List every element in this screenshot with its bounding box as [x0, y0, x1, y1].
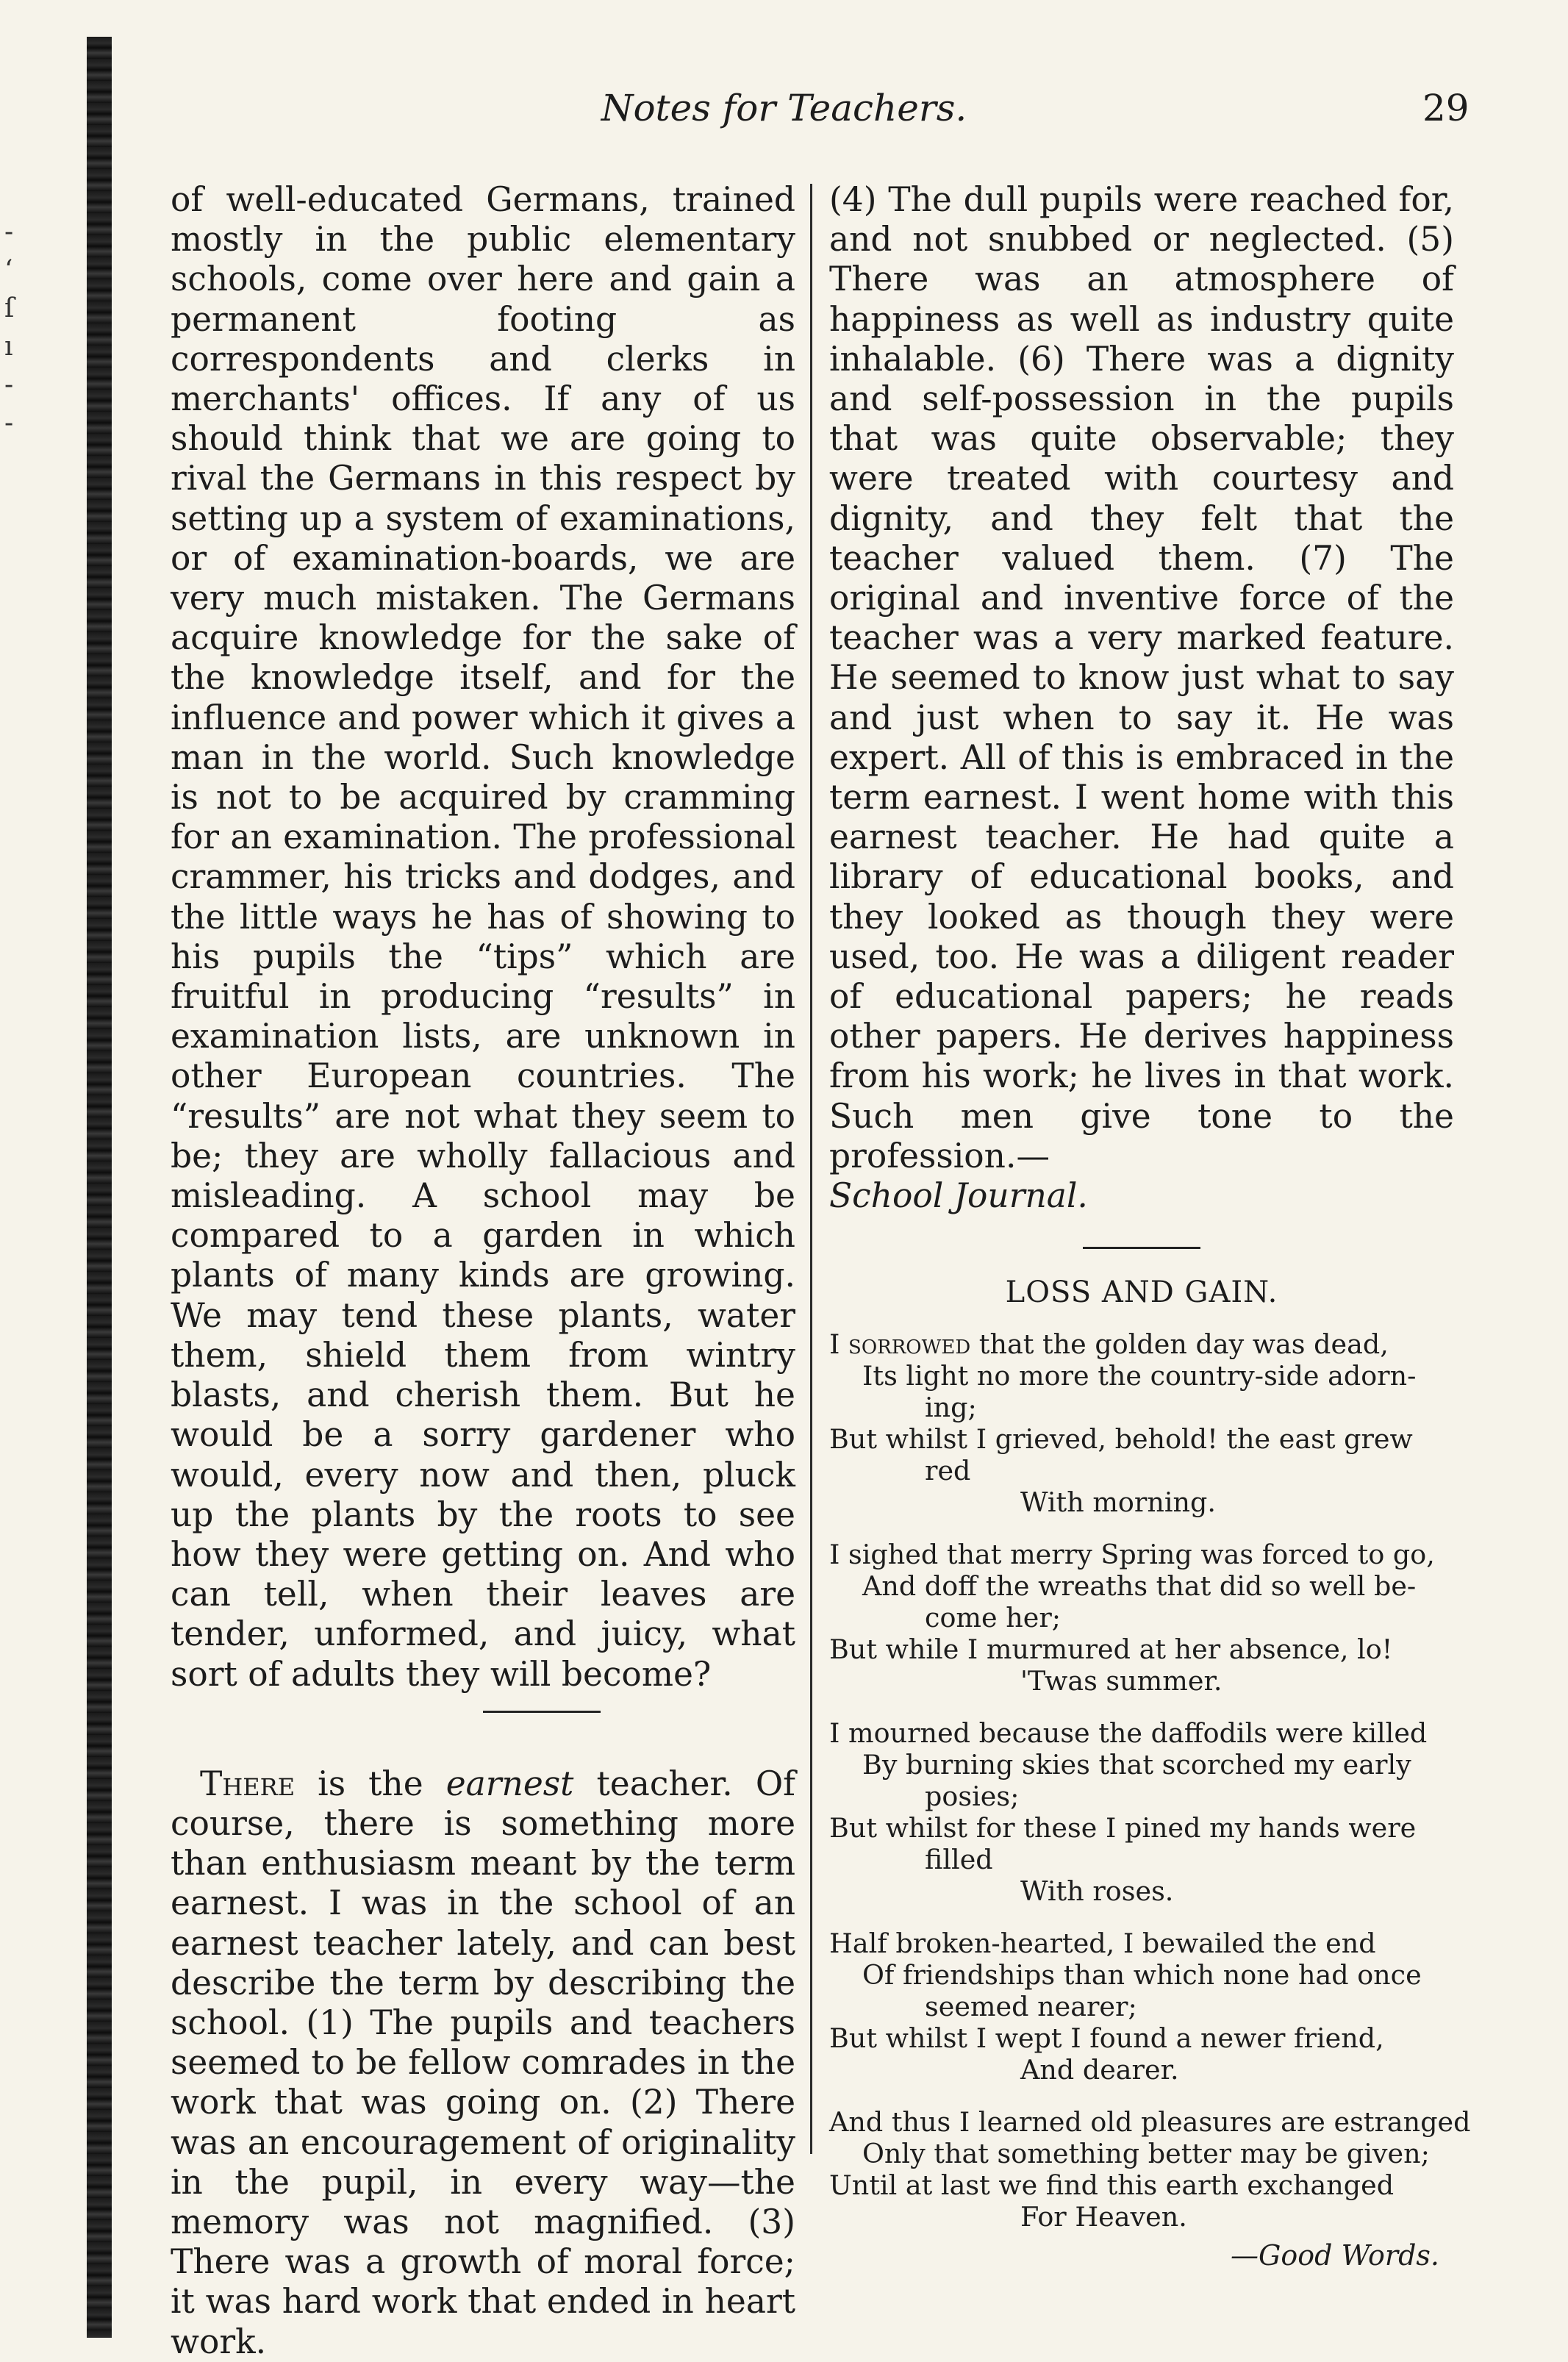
- column-divider: [810, 184, 812, 2154]
- poem-line: With roses.: [1020, 1875, 1174, 1908]
- poem-line: ing;: [925, 1392, 977, 1424]
- poem-line: [829, 1328, 1454, 1360]
- poem-line: I sighed that merry Spring was forced to go,: [829, 1539, 1435, 1571]
- poem-line: Only that something better may be given;: [862, 2138, 1430, 2170]
- poem-line: But whilst I wept I found a newer friend,: [829, 2022, 1384, 2055]
- poem-stanza: [829, 1717, 1454, 1907]
- poem-line: filled: [925, 1844, 993, 1876]
- poem-stanza: [829, 1328, 1454, 1518]
- poem-credit: —Good Words.: [1231, 2239, 1439, 2272]
- poem-title: LOSS AND GAIN.: [1005, 1275, 1278, 1310]
- poem-line: Its light no more the country-side adorn-: [862, 1360, 1417, 1392]
- page-header: [0, 87, 1568, 146]
- lead-word: I sorrowed: [829, 1328, 971, 1361]
- running-title: Notes for Teachers.: [601, 87, 967, 129]
- text-run: is the: [295, 1764, 446, 1803]
- page-number: 29: [1422, 87, 1469, 129]
- poem-stanza: [829, 1539, 1454, 1697]
- poem-line: seemed nearer;: [925, 1991, 1137, 2023]
- paragraph-continued: [829, 180, 1454, 1216]
- poem-line: red: [925, 1455, 971, 1487]
- poem-line: And doff the wreaths that did so well be-: [862, 1570, 1417, 1603]
- poem-stanza: [829, 1928, 1454, 2086]
- poem-line: come her;: [925, 1602, 1062, 1634]
- poem-line: Of friendships than which none had once: [862, 1959, 1422, 1991]
- poem-line: But whilst I grieved, behold! the east grew: [829, 1423, 1413, 1456]
- right-column: [829, 180, 1471, 2276]
- poem-line: I mourned because the daffodils were killed: [829, 1717, 1428, 1750]
- text-run: (4) The dull pupils were reached for, and not snubbed or neglected. (5) There was an atmosphere of happiness as well as industry quite inhalable. (6) There was a dignity and self-possession in the pupils that was quite observable; they were treated with courtesy and dignity, and they felt that the teacher valued them. (7) The original and inventive force of the teacher was a very marked feature. He seemed to know just what to say and just when to say it. He was expert. All of this is embraced in the term earnest. I went home with this earnest teacher. He had quite a library of educational books, and they looked as though they were used, too. He was a diligent reader of educational papers; he reads other papers. He derives happiness from his work; he lives in that work. Such men give tone to the profession.—: [829, 180, 1454, 1175]
- book-spine-shadow: [87, 37, 112, 2338]
- left-column: [171, 180, 795, 2362]
- poem-line: Half broken-hearted, I bewailed the end: [829, 1928, 1376, 1960]
- margin-marks: - ‘ ſ ı - -: [4, 217, 15, 438]
- paragraph-earnest-teacher: [171, 1764, 795, 2362]
- poem-line: By burning skies that scorched my early: [862, 1749, 1411, 1781]
- source-citation: School Journal.: [829, 1176, 1088, 1216]
- text-run: teacher. Of course, there is something more than enthusiasm meant by the term earnest. I was in the school of an earnest teacher lately, and can best describe the term by describing the school. (1) The pupils and teachers seemed to be fellow comrades in the work that was going on. (2) There was an encouragement of originality in the pupil, in every way—the memory was not magnified. (3) There was a growth of moral force; it was hard work that ended in heart work.: [171, 1764, 795, 2361]
- emphasis-earnest: earnest: [445, 1764, 574, 1803]
- section-separator: [483, 1711, 601, 1713]
- poem-line: posies;: [925, 1781, 1020, 1813]
- text-run: that the golden day was dead,: [970, 1328, 1389, 1361]
- poem-line: Until at last we find this earth exchanged: [829, 2169, 1395, 2202]
- poem-line: But while I murmured at her absence, lo!: [829, 1633, 1393, 1666]
- paragraph-germans: of well-educated Germans, trained mostly in the public elementary schools, come over here and gain a permanent footing as correspondents and clerks in merchants' offices. If any of us should think that we are going to rival the Germans in this respect by setting up a system of examinations, or of examination-boards, we are very much mistaken. The Germans acquire knowledge for the sake of the knowledge itself, and for the influence and power which it gives a man in the world. Such knowledge is not to be acquired by cramming for an examination. The professional crammer, his tricks and dodges, and the little ways he has of showing to his pupils the “tips” which are fruitful in producing “results” in examination lists, are unknown in other European countries. The “results” are not what they seem to be; they are wholly fallacious and misleading. A school may be compared to a garden in which plants of many kinds are growing. We may tend these plants, water them, shield them from wintry blasts, and cherish them. But he would be a sorry gardener who would, every now and then, pluck up the plants by the roots to see how they were getting on. And who can tell, when their leaves are tender, unformed, and juicy, what sort of adults they will become?: [171, 180, 795, 1694]
- poem-line: 'Twas summer.: [1020, 1665, 1222, 1697]
- poem-stanza: [829, 2106, 1471, 2233]
- poem-line: And dearer.: [1020, 2054, 1179, 2086]
- lead-word: There: [200, 1764, 296, 1803]
- poem-line: With morning.: [1020, 1486, 1217, 1519]
- section-separator: [1083, 1247, 1200, 1249]
- poem-line: But whilst for these I pined my hands were: [829, 1812, 1417, 1844]
- poem-line: For Heaven.: [1020, 2201, 1187, 2233]
- poem-line: And thus I learned old pleasures are estranged: [829, 2106, 1471, 2139]
